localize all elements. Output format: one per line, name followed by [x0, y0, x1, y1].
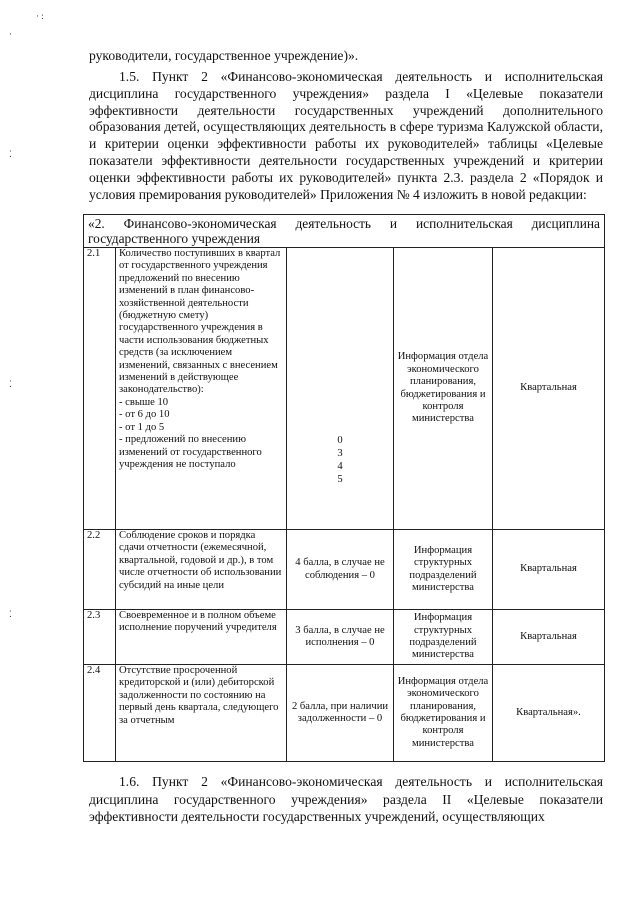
info-source-cell: Информация отдела экономического планирования, бюджетирования и контроля министерства [394, 248, 493, 530]
row-number: 2.2 [84, 530, 116, 610]
info-source-cell: Информация структурных подразделений министерства [394, 610, 493, 665]
value-cell: 2 балла, при наличии задолженности – 0 [287, 665, 394, 762]
table-row [84, 530, 605, 610]
row-number: 2.3 [84, 610, 116, 665]
value-cell: 4 балла, в случае не соблюдения – 0 [287, 530, 394, 610]
criterion-cell: Своевременное и в полном объеме исполнение поручений учредителя [116, 610, 287, 665]
option-item: - свыше 10 [119, 396, 169, 408]
score-value: 3 [337, 448, 343, 459]
scan-speck: ⁚ [9, 609, 12, 619]
criterion-cell [116, 248, 287, 530]
criterion-cell: Отсутствие просроченной кредиторской и (или) дебиторской задолженности по состоянию на первый день квартала, следующего за отчетным [116, 665, 287, 762]
period-cell: Квартальная». [493, 665, 605, 762]
info-source-cell: Информация отдела экономического планирования, бюджетирования и контроля министерства [394, 665, 493, 762]
intro-tail-text: руководители, государственное учреждение)». [89, 48, 359, 63]
period-cell: Квартальная [493, 248, 605, 530]
period-cell: Квартальная [493, 610, 605, 665]
option-item: - предложений по внесению изменений от государственного учреждения не поступало [119, 434, 262, 470]
value-cell: 3 балла, в случае не исполнения – 0 [287, 610, 394, 665]
score-value: 0 [337, 435, 343, 446]
scan-speck: ⁚ [9, 149, 12, 159]
period-cell: Квартальная [493, 530, 605, 610]
scan-speck: ⁚ [9, 379, 12, 389]
paragraph-1-5: 1.5. Пункт 2 «Финансово-экономическая деятельность и исполнительская дисциплина государственного учреждения» раздела I «Целевые показатели эффективности деятельности государственных учреждений дополнительного образования детей, осуществляющих деятельность в сфере туризма Калужской области, и критерии оценки эффективности работы их руководителей» таблицы «Целевые показатели эффективности деятельности государственных учреждений и критерии оценки эффективности работы их руководителей» пункта 2.3. раздела 2 «Порядок и условия премирования руководителей» Приложения № 4 изложить в новой редакции: [89, 69, 603, 202]
score-value: 4 [337, 461, 343, 472]
table-row [84, 610, 605, 665]
option-item: - от 6 до 10 [119, 409, 170, 421]
criterion-cell: Соблюдение сроков и порядка сдачи отчетности (ежемесячной, квартальной, годовой и др.), в том числе отчетности об использовании субсидий на иные цели [116, 530, 287, 610]
info-source-cell: Информация структурных подразделений министерства [394, 530, 493, 610]
paragraph-1-6: 1.6. Пункт 2 «Финансово-экономическая деятельность и исполнительская дисциплина государственного учреждения» раздела II «Целевые показатели эффективности деятельности государственных учреждений, осуществляющих [89, 774, 603, 824]
table-row [84, 665, 605, 762]
score-value: 5 [337, 474, 343, 485]
values-list [290, 248, 390, 486]
table-row [84, 248, 605, 530]
table-section-header: «2. Финансово-экономическая деятельность и исполнительская дисциплина государственного учреждения [84, 215, 605, 248]
scan-speck: · : [36, 11, 44, 21]
criteria-table [83, 214, 605, 762]
criterion-text: Количество поступивших в квартал от государственного учреждения предложений по внесению изменений в план финансово-хозяйственной деятельности (бюджетную смету) государственного учреждения в части использования бюджетных средств (за исключением изменений, связанных с внесением изменений в действующее законодательство): [119, 248, 281, 396]
row-number: 2.4 [84, 665, 116, 762]
row-number: 2.1 [84, 248, 116, 530]
scan-speck: · [9, 29, 12, 39]
value-cell [287, 248, 394, 530]
table-header-row [84, 215, 605, 248]
option-item: - от 1 до 5 [119, 421, 165, 433]
